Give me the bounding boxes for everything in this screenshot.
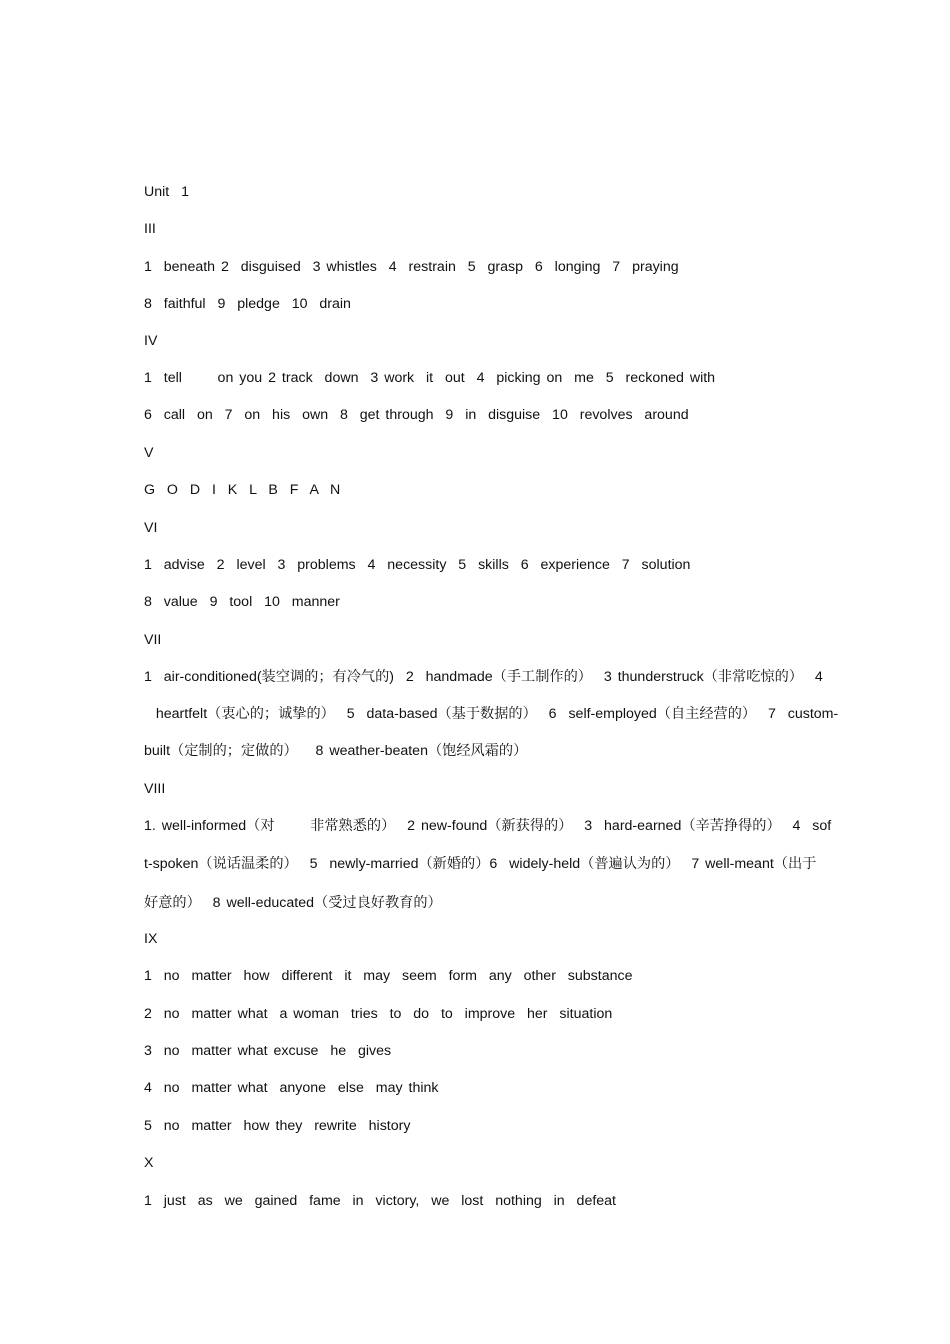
unit-heading: Unit 1 [144, 184, 190, 200]
answer-line: 1 just as we gained fame in victory, we lost nothing in defeat [144, 1193, 617, 1209]
answer-line: 8 faithful 9 pledge 10 drain [144, 296, 351, 312]
answer-line: 4 no matter what anyone else may think [144, 1080, 439, 1096]
section-heading-ix: IX [144, 931, 158, 947]
section-heading-viii: VIII [144, 781, 166, 797]
answer-line: t-spoken（说话温柔的） 5 newly-married（新婚的）6 widely-held（普遍认为的） 7 well-meant（出于 [144, 856, 817, 872]
section-heading-iii: III [144, 221, 156, 237]
answer-line: 好意的） 8 well-educated（受过良好教育的） [144, 895, 442, 911]
section-heading-vii: VII [144, 632, 162, 648]
answer-line: built（定制的；定做的） 8 weather-beaten（饱经风霜的） [144, 743, 528, 759]
answer-line: 1. well-informed（对 非常熟悉的） 2 new-found（新获得的） 3 hard-earned（辛苦挣得的） 4 sof [144, 818, 832, 834]
answer-line: 6 call on 7 on his own 8 get through 9 in disguise 10 revolves around [144, 407, 689, 423]
answer-line: 3 no matter what excuse he gives [144, 1043, 392, 1059]
answer-line: heartfelt（衷心的；诚挚的） 5 data-based（基于数据的） 6 self-employed（自主经营的） 7 custom- [144, 706, 839, 722]
answer-line: G O D I K L B F A N [144, 482, 341, 498]
section-heading-v: V [144, 445, 154, 461]
answer-line: 1 air-conditioned(装空调的；有冷气的) 2 handmade（手工制作的） 3 thunderstruck（非常吃惊的） 4 [144, 669, 823, 685]
section-heading-x: X [144, 1155, 154, 1171]
section-heading-vi: VI [144, 520, 158, 536]
answer-line: 8 value 9 tool 10 manner [144, 594, 340, 610]
answer-line: 1 no matter how different it may seem form any other substance [144, 968, 633, 984]
section-heading-iv: IV [144, 333, 158, 349]
answer-line: 1 tell on you 2 track down 3 work it out 4 picking on me 5 reckoned with [144, 370, 716, 386]
answer-line: 1 advise 2 level 3 problems 4 necessity 5 skills 6 experience 7 solution [144, 557, 691, 573]
answer-line: 5 no matter how they rewrite history [144, 1118, 411, 1134]
answer-line: 2 no matter what a woman tries to do to improve her situation [144, 1006, 613, 1022]
answer-line: 1 beneath 2 disguised 3 whistles 4 restrain 5 grasp 6 longing 7 praying [144, 259, 679, 275]
